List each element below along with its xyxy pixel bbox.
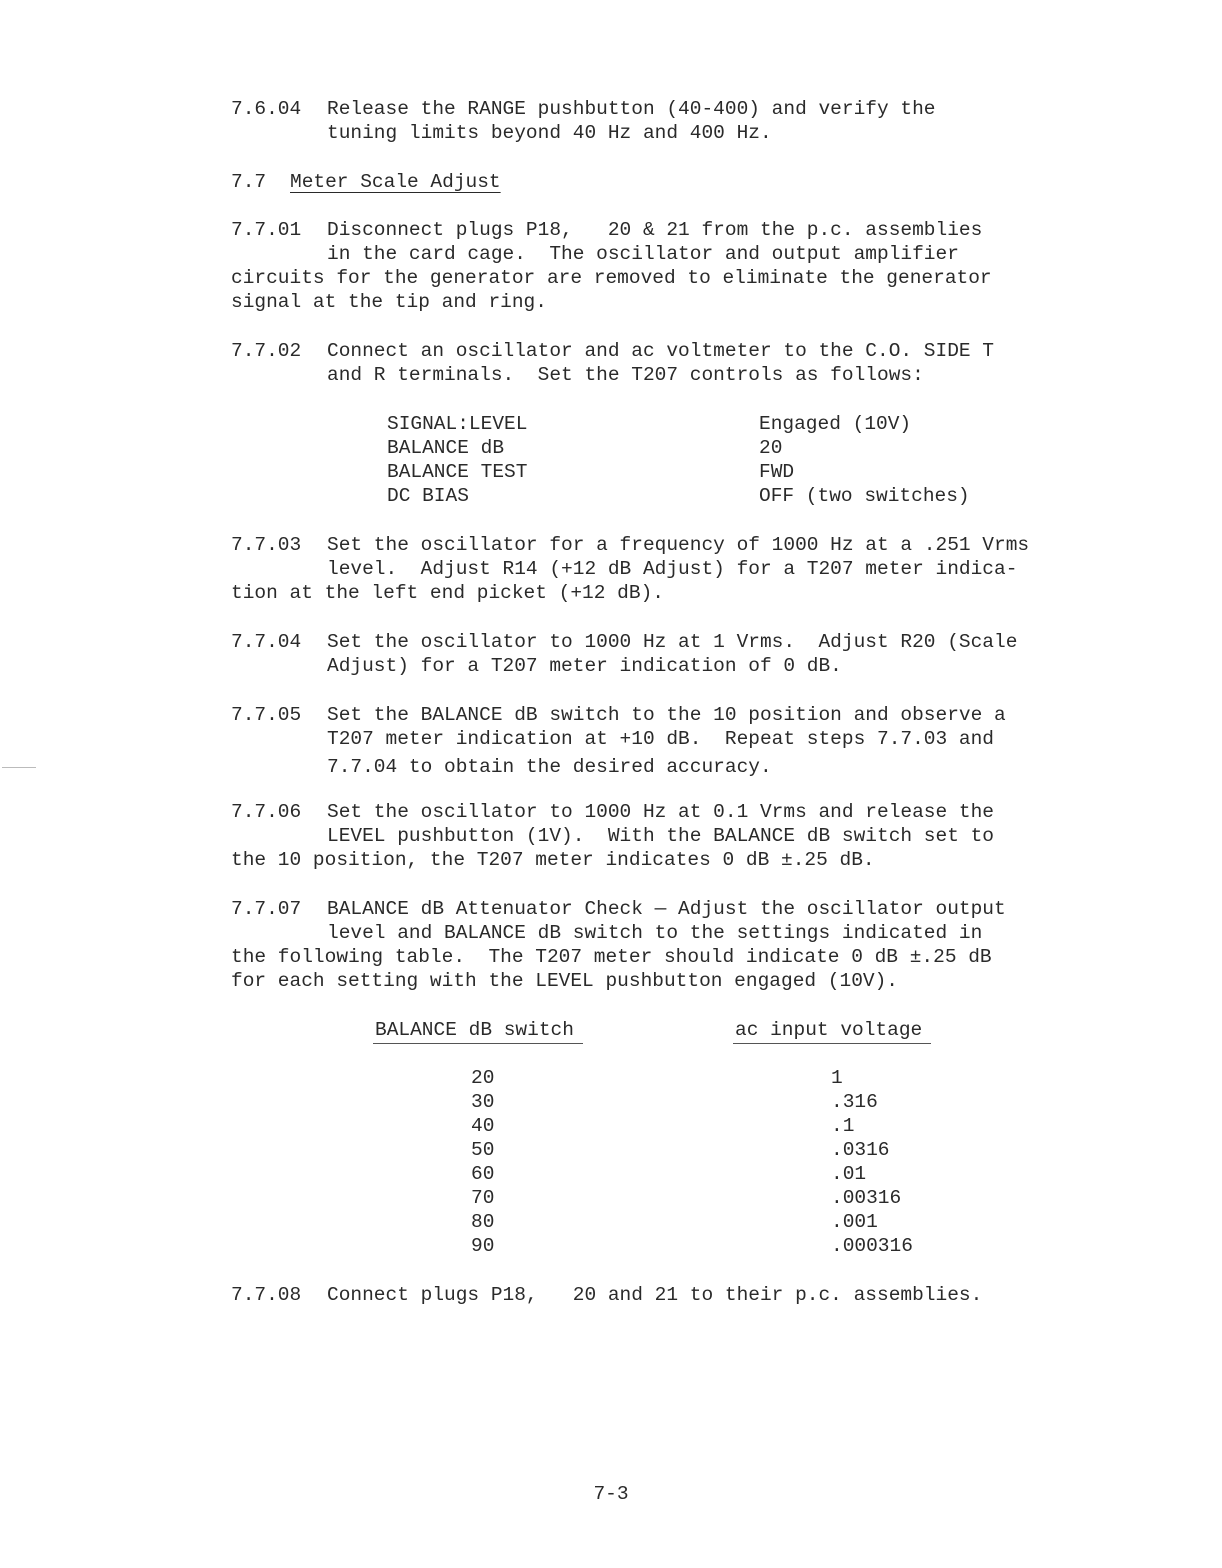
table-cell-switch: 30 xyxy=(471,1091,495,1113)
paragraph-line: level. Adjust R14 (+12 dB Adjust) for a T207 meter indica- xyxy=(327,558,1018,580)
table-header-voltage: ac input voltage xyxy=(735,1019,923,1041)
table-cell-switch: 90 xyxy=(471,1235,495,1257)
section-number: 7.7.05 xyxy=(231,704,302,726)
table-cell-voltage: .1 xyxy=(831,1115,855,1137)
control-value: OFF (two switches) xyxy=(759,485,970,507)
paragraph-line: Disconnect plugs P18, 20 & 21 from the p.c. assemblies xyxy=(327,219,983,241)
table-cell-voltage: .00316 xyxy=(831,1187,902,1209)
paragraph-line: in the card cage. The oscillator and output amplifier xyxy=(327,243,959,265)
paragraph-line: T207 meter indication at +10 dB. Repeat steps 7.7.03 and xyxy=(327,728,995,750)
paragraph-line: Connect an oscillator and ac voltmeter to the C.O. SIDE T xyxy=(327,340,995,362)
paragraph-line: and R terminals. Set the T207 controls as follows: xyxy=(327,364,924,386)
control-name: BALANCE TEST xyxy=(387,461,528,483)
table-cell-voltage: .001 xyxy=(831,1211,878,1233)
paragraph-line: LEVEL pushbutton (1V). With the BALANCE dB switch set to xyxy=(327,825,995,847)
section-number: 7.7.08 xyxy=(231,1284,302,1306)
section-number: 7.7.07 xyxy=(231,898,302,920)
paragraph-line: 7.7.04 to obtain the desired accuracy. xyxy=(327,756,772,778)
paragraph-line: Set the oscillator to 1000 Hz at 0.1 Vrms and release the xyxy=(327,801,995,823)
paragraph-line: Set the oscillator to 1000 Hz at 1 Vrms. Adjust R20 (Scale xyxy=(327,631,1018,653)
table-cell-switch: 50 xyxy=(471,1139,495,1161)
scan-margin-mark xyxy=(2,767,36,768)
paragraph-line: Connect plugs P18, 20 and 21 to their p.c. assemblies. xyxy=(327,1284,983,1306)
paragraph-line: BALANCE dB Attenuator Check — Adjust the oscillator output xyxy=(327,898,1006,920)
paragraph-line: the following table. The T207 meter should indicate 0 dB ±.25 dB xyxy=(231,946,992,968)
control-name: BALANCE dB xyxy=(387,437,505,459)
section-number: 7.6.04 xyxy=(231,98,302,120)
control-value: Engaged (10V) xyxy=(759,413,912,435)
paragraph-line: level and BALANCE dB switch to the settings indicated in xyxy=(327,922,983,944)
paragraph-line: the 10 position, the T207 meter indicates 0 dB ±.25 dB. xyxy=(231,849,875,871)
header-underline xyxy=(373,1043,583,1044)
table-cell-switch: 60 xyxy=(471,1163,495,1185)
table-cell-voltage: .0316 xyxy=(831,1139,890,1161)
paragraph-line: tion at the left end picket (+12 dB). xyxy=(231,582,664,604)
section-number: 7.7 xyxy=(231,171,267,193)
section-number: 7.7.04 xyxy=(231,631,302,653)
paragraph-line: circuits for the generator are removed to eliminate the generator xyxy=(231,267,992,289)
control-value: 20 xyxy=(759,437,783,459)
section-number: 7.7.01 xyxy=(231,219,302,241)
section-number: 7.7.02 xyxy=(231,340,302,362)
section-number: 7.7.03 xyxy=(231,534,302,556)
table-cell-switch: 40 xyxy=(471,1115,495,1137)
table-cell-switch: 80 xyxy=(471,1211,495,1233)
control-value: FWD xyxy=(759,461,795,483)
control-name: SIGNAL:LEVEL xyxy=(387,413,528,435)
table-cell-voltage: .316 xyxy=(831,1091,878,1113)
table-cell-voltage: 1 xyxy=(831,1067,843,1089)
page-number: 7-3 xyxy=(593,1483,629,1505)
paragraph-line: Set the BALANCE dB switch to the 10 position and observe a xyxy=(327,704,1006,726)
paragraph-line: signal at the tip and ring. xyxy=(231,291,547,313)
table-cell-voltage: .01 xyxy=(831,1163,867,1185)
paragraph-line: for each setting with the LEVEL pushbutton engaged (10V). xyxy=(231,970,899,992)
table-cell-voltage: .000316 xyxy=(831,1235,913,1257)
header-underline xyxy=(733,1043,931,1044)
control-name: DC BIAS xyxy=(387,485,469,507)
table-header-switch: BALANCE dB switch xyxy=(375,1019,574,1041)
paragraph-line: tuning limits beyond 40 Hz and 400 Hz. xyxy=(327,122,772,144)
paragraph-line: Adjust) for a T207 meter indication of 0 dB. xyxy=(327,655,842,677)
section-number: 7.7.06 xyxy=(231,801,302,823)
paragraph-line: Release the RANGE pushbutton (40-400) and verify the xyxy=(327,98,936,120)
section-heading: Meter Scale Adjust xyxy=(290,171,501,193)
paragraph-line: Set the oscillator for a frequency of 1000 Hz at a .251 Vrms xyxy=(327,534,1030,556)
table-cell-switch: 70 xyxy=(471,1187,495,1209)
table-cell-switch: 20 xyxy=(471,1067,495,1089)
